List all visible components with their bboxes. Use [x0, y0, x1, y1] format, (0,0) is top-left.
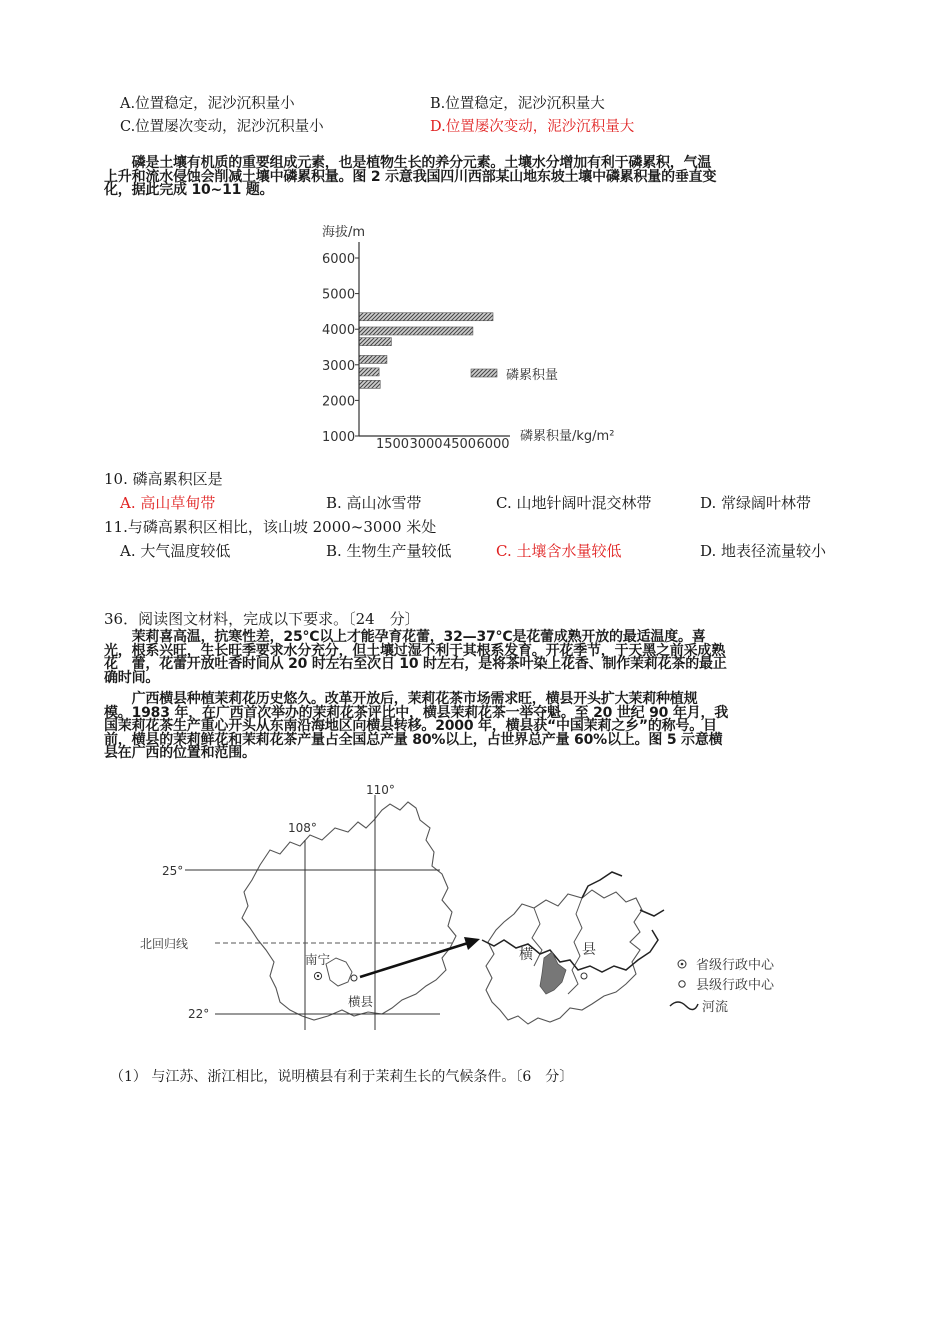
- county-center-icon: [679, 981, 685, 987]
- intro-line: 上升和流水侵蚀会削减土壤中磷累积量。图 2 示意我国四川西部某山地东坡土壤中磷累积量的垂直变: [104, 168, 717, 185]
- x-tick-label: 4500: [442, 437, 477, 452]
- hengxian-label: 横县: [348, 994, 374, 1009]
- county-char-xian: 县: [582, 942, 596, 958]
- y-tick-label: 2000: [322, 394, 356, 410]
- lon-110-label: 110°: [366, 783, 395, 797]
- phosphorus-bar: [359, 313, 493, 321]
- q11-stem: 11.与磷高累积区相比，该山坡 2000~3000 米处: [104, 518, 437, 536]
- nanning-label: 南宁: [305, 952, 331, 967]
- phosphorus-bar: [359, 380, 380, 388]
- legend-county-label: 县级行政中心: [696, 978, 775, 993]
- phosphorus-bar: [359, 355, 387, 363]
- legend-river-label: 河流: [702, 1000, 729, 1015]
- x-tick-label: 3000: [409, 437, 443, 452]
- x-tick-label: 1500: [375, 437, 410, 452]
- q11-option-a: A. 大气温度较低: [120, 542, 231, 560]
- q11-option-c: C. 土壤含水量较低: [496, 542, 622, 560]
- phosphorus-bar: [359, 338, 391, 346]
- legend-label: 磷累积量: [506, 368, 559, 383]
- provincial-center-icon: [681, 963, 684, 966]
- phosphorus-bar: [359, 368, 379, 376]
- q9-option-d: D.位置屡次变动，泥沙沉积量大: [430, 119, 635, 135]
- county-center-icon: [581, 973, 587, 979]
- q11-option-d: D. 地表径流量较小: [700, 542, 827, 560]
- q10-stem: 10. 磷高累积区是: [104, 470, 223, 488]
- q9-option-c: C.位置屡次变动，泥沙沉积量小: [120, 119, 324, 135]
- q10-option-d: D. 常绿阔叶林带: [700, 494, 812, 512]
- guangxi-map: [130, 780, 810, 1055]
- county-center-icon: [351, 975, 357, 981]
- lat-22-label: 22°: [188, 1007, 210, 1021]
- provincial-center-icon: [317, 975, 319, 977]
- intro-line: 磷是土壤有机质的重要组成元素，也是植物生长的养分元素。土壤水分增加有利于磷累积，气温: [104, 155, 712, 171]
- arrow-head: [464, 937, 480, 950]
- q11-option-b: B. 生物生产量较低: [326, 542, 452, 560]
- y-tick-label: 4000: [322, 323, 356, 339]
- q10-option-c: C. 山地针阔叶混交林带: [496, 494, 652, 512]
- q36-sub1: （1） 与江苏、浙江相比，说明横县有利于茉莉生长的气候条件。〔6 分〕: [110, 1069, 574, 1085]
- q36-paragraph-1: [104, 631, 727, 685]
- guangxi-outline: [242, 802, 456, 1020]
- hengxian-outline: [486, 890, 642, 1024]
- y-tick-label: 1000: [322, 430, 356, 445]
- phosphorus-chart: [310, 218, 650, 458]
- para-line: 茉莉喜高温，抗寒性差，25°C以上才能孕育花蕾，32—37°C是花蕾成熟开放的最适温度。喜: [104, 629, 706, 645]
- x-tick-label: 6000: [476, 437, 510, 452]
- reservoir: [540, 952, 566, 994]
- para-line: 模。1983 年，在广西首次举办的茉莉花茶评比中，横县茉莉花茶一举夺魁。至 20 世纪 90 年月，我: [104, 704, 729, 721]
- chart-x-axis-label: 磷累积量/kg/m²: [520, 429, 615, 444]
- para-line: 光，根系兴旺，生长旺季要求水分充分，但土壤过湿不利于其根系发育。开花季节，于天黑之前采成熟: [104, 642, 725, 659]
- q36-paragraph-2: [104, 693, 728, 761]
- y-tick-label: 3000: [322, 358, 356, 374]
- q9-option-a: A.位置稳定，泥沙沉积量小: [120, 96, 295, 112]
- chart-y-axis-label: 海拔/m: [322, 225, 366, 240]
- q10-option-a: A. 高山草甸带: [120, 494, 216, 512]
- phosphorus-intro: [104, 157, 716, 198]
- para-line: 国茉莉花茶生产重心开头从东南沿海地区向横县转移。2000 年，横县获“中国茉莉之乡”的称号。目: [104, 718, 717, 734]
- para-line: 花 蕾，花蕾开放吐香时间从 20 时左右至次日 10 时左右，是将茶叶染上花香、制作茉莉花茶的最正: [104, 656, 727, 672]
- lon-108-label: 108°: [288, 821, 317, 835]
- para-line: 前，横县的茉莉鲜花和茉莉花茶产量占全国总产量 80%以上，占世界总产量 60%以上。图 5 示意横: [104, 731, 723, 748]
- q10-option-b: B. 高山冰雪带: [326, 494, 422, 512]
- phosphorus-bar: [359, 327, 473, 335]
- para-line: 广西横县种植茉莉花历史悠久。改革开放后，茉莉花茶市场需求旺，横县开头扩大茉莉种植规: [104, 691, 698, 707]
- intro-line: 化，据此完成 10~11 题。: [104, 182, 274, 198]
- pointer-arrow: [360, 943, 468, 977]
- q9-option-b: B.位置稳定，泥沙沉积量大: [430, 96, 605, 112]
- para-line: 县在广西的位置和范围。: [104, 745, 256, 761]
- y-tick-label: 5000: [322, 287, 356, 303]
- tropic-label: 北回归线: [140, 937, 189, 951]
- y-tick-label: 6000: [322, 252, 356, 267]
- county-char-heng: 横: [519, 947, 533, 963]
- q36-heading: 36．阅读图文材料，完成以下要求。〔24 分〕: [104, 610, 420, 628]
- legend-provincial-label: 省级行政中心: [696, 958, 775, 973]
- legend-swatch: [471, 369, 497, 377]
- lat-25-label: 25°: [162, 864, 184, 878]
- river: [582, 872, 664, 916]
- para-line: 确时间。: [104, 669, 160, 686]
- river: [482, 930, 658, 972]
- river-icon: [670, 1002, 698, 1010]
